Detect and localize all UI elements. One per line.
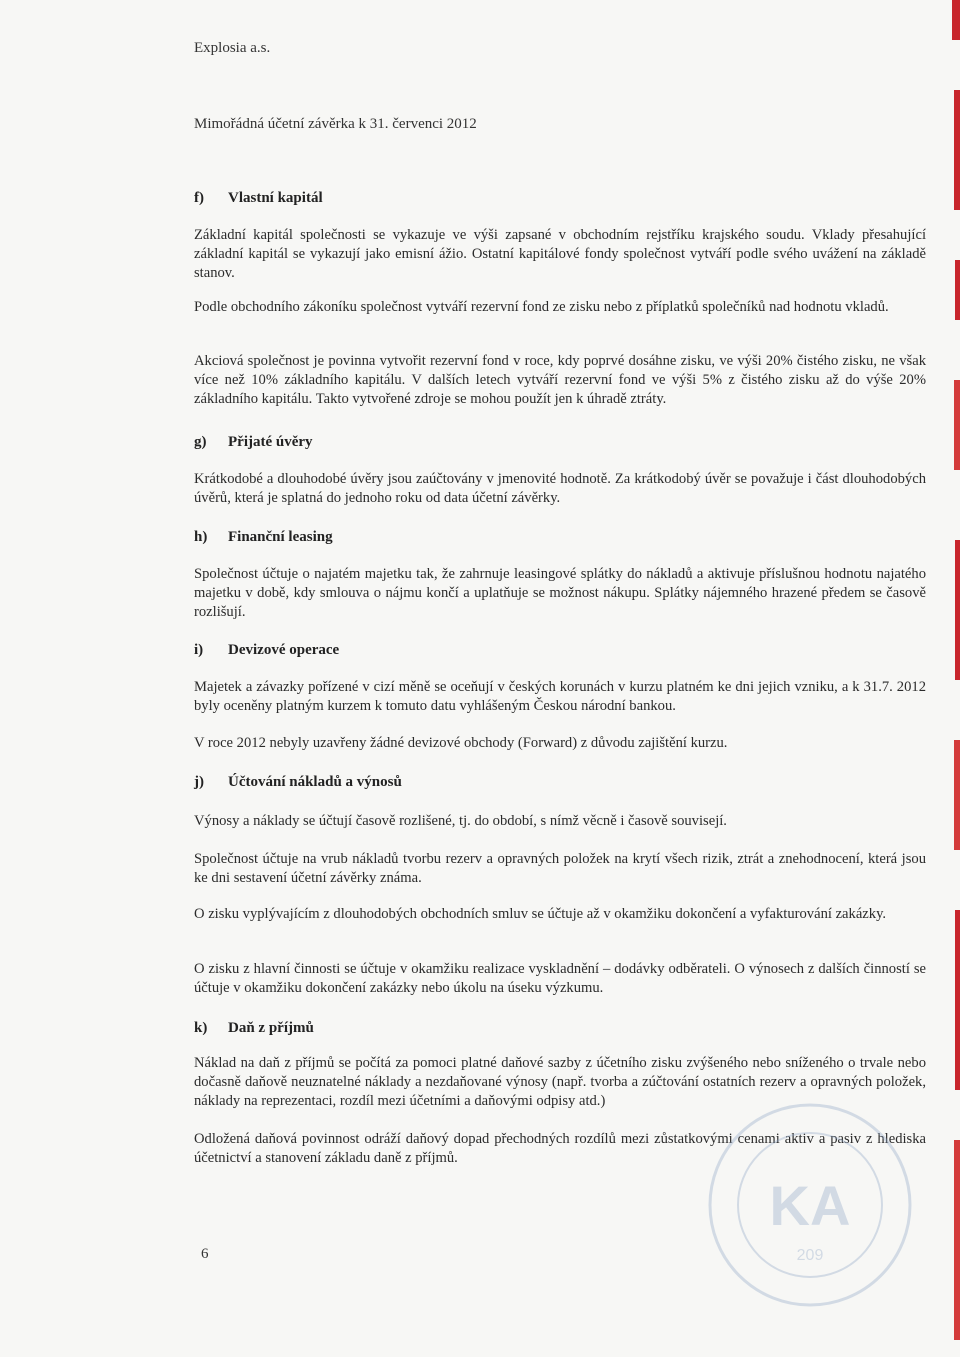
section-f-paragraph-3: Akciová společnost je povinna vytvořit rezervní fond v roce, kdy poprvé dosáhne zisku, ve výši 20% čistého zisku, ne však více než 10% základního kapitálu. V dalších letech vytváří rezervní fond ve výši 5% z čistého zisku až do výše 20% základního kapitálu. Takto vytvořené zdroje se mohou použít jen k úhradě ztráty. (194, 353, 926, 407)
section-g-title (194, 434, 313, 451)
section-f-label: f) (194, 190, 204, 206)
section-f-paragraph-2: Podle obchodního zákoníku společnost vytváří rezervní fond ze zisku nebo z příplatků společníků nad hodnotu vkladů. (194, 299, 889, 315)
svg-text:KA: KA (769, 1174, 851, 1237)
section-k-label: k) (194, 1020, 208, 1036)
section-i-paragraph-2: V roce 2012 nebyly uzavřeny žádné devizové obchody (Forward) z důvodu zajištění kurzu. (194, 735, 728, 751)
section-k-paragraph-2: Odložená daňová povinnost odráží daňový dopad přechodných rozdílů mezi zůstatkovými cenami aktiv a pasiv z hlediska účetnictví a stanovení základu daně z příjmů. (194, 1131, 926, 1166)
section-i-heading: Devizové operace (228, 642, 340, 658)
company-name: Explosia a.s. (194, 40, 271, 56)
section-g-heading: Přijaté úvěry (228, 434, 313, 450)
section-j-paragraph-3: O zisku vyplývajícím z dlouhodobých obchodních smluv se účtuje až v okamžiku dokončení a vyfakturování zakázky. (194, 906, 887, 922)
section-k-heading: Daň z příjmů (228, 1020, 314, 1036)
auditor-stamp-icon (700, 1075, 920, 1335)
section-k-paragraph-1: Náklad na daň z příjmů se počítá za pomoci platné daňové sazby z účetního zisku zvýšeného nebo sníženého o trvale nebo dočasně daňově neuznatelné náklady a nezdaňované výnosy (např. tvorba a zúčtování ostatních rezerv a opravných položek, náklady na reprezentaci, rozdíl mezi účetními a daňovými odpisy atd.) (194, 1055, 926, 1109)
section-h-label: h) (194, 529, 208, 545)
svg-text:209: 209 (796, 1247, 824, 1264)
section-i-paragraph-1: Majetek a závazky pořízené v cizí měně se oceňují v českých korunách v kurzu platném ke dni jejich vzniku, a k 31.7. 2012 byly oceněny platným kurzem k tomuto datu vyhlášeným Českou národní bankou. (194, 679, 926, 714)
section-g-paragraph-1: Krátkodobé a dlouhodobé úvěry jsou zaúčtovány v jmenovité hodnotě. Za krátkodobý úvěr se považuje i část dlouhodobých úvěrů, která je splatná do jednoho roku od data účetní závěrky. (194, 471, 926, 506)
section-f-heading: Vlastní kapitál (228, 190, 323, 206)
section-i-label: i) (194, 642, 204, 658)
section-h-heading: Finanční leasing (228, 529, 333, 545)
section-j-heading: Účtování nákladů a výnosů (228, 774, 402, 790)
section-j-label: j) (194, 774, 204, 790)
section-k-title (194, 1020, 314, 1037)
scan-edge-marks (946, 0, 960, 1357)
section-j-paragraph-4: O zisku z hlavní činnosti se účtuje v okamžiku realizace vyskladnění – dodávky odběrateli. O výnosech z dalších činností se účtuje v okamžiku dokončení zakázky nebo úkolu na úseku výzkumu. (194, 961, 926, 996)
section-j-paragraph-2: Společnost účtuje na vrub nákladů tvorbu rezerv a opravných položek na krytí všech rizik, ztrát a znehodnocení, která jsou ke dni sestavení účetní závěrky známa. (194, 851, 926, 886)
page-number: 6 (201, 1246, 209, 1262)
section-g-label: g) (194, 434, 207, 450)
section-j-title (194, 774, 402, 791)
section-j-paragraph-1: Výnosy a náklady se účtují časově rozlišené, tj. do období, s nímž věcně i časově souvisejí. (194, 813, 727, 829)
report-title: Mimořádná účetní závěrka k 31. červenci 2012 (194, 116, 477, 132)
section-i-title (194, 642, 339, 659)
section-f-paragraph-1: Základní kapitál společnosti se vykazuje ve výši zapsané v obchodním rejstříku krajského soudu. Vklady přesahující základní kapitál se vykazují jako emisní ážio. Ostatní kapitálové fondy společnost vytváří podle svého uvážení na základě stanov. (194, 227, 926, 281)
section-h-title (194, 529, 333, 546)
section-h-paragraph-1: Společnost účtuje o najatém majetku tak, že zahrnuje leasingové splátky do nákladů a aktivuje příslušnou hodnotu najatého majetku v době, kdy smlouva o nájmu končí a uplatňuje se možnost nákupu. Splátky nájemného hrazené předem se časově rozlišují. (194, 566, 926, 620)
section-f-title (194, 190, 323, 207)
